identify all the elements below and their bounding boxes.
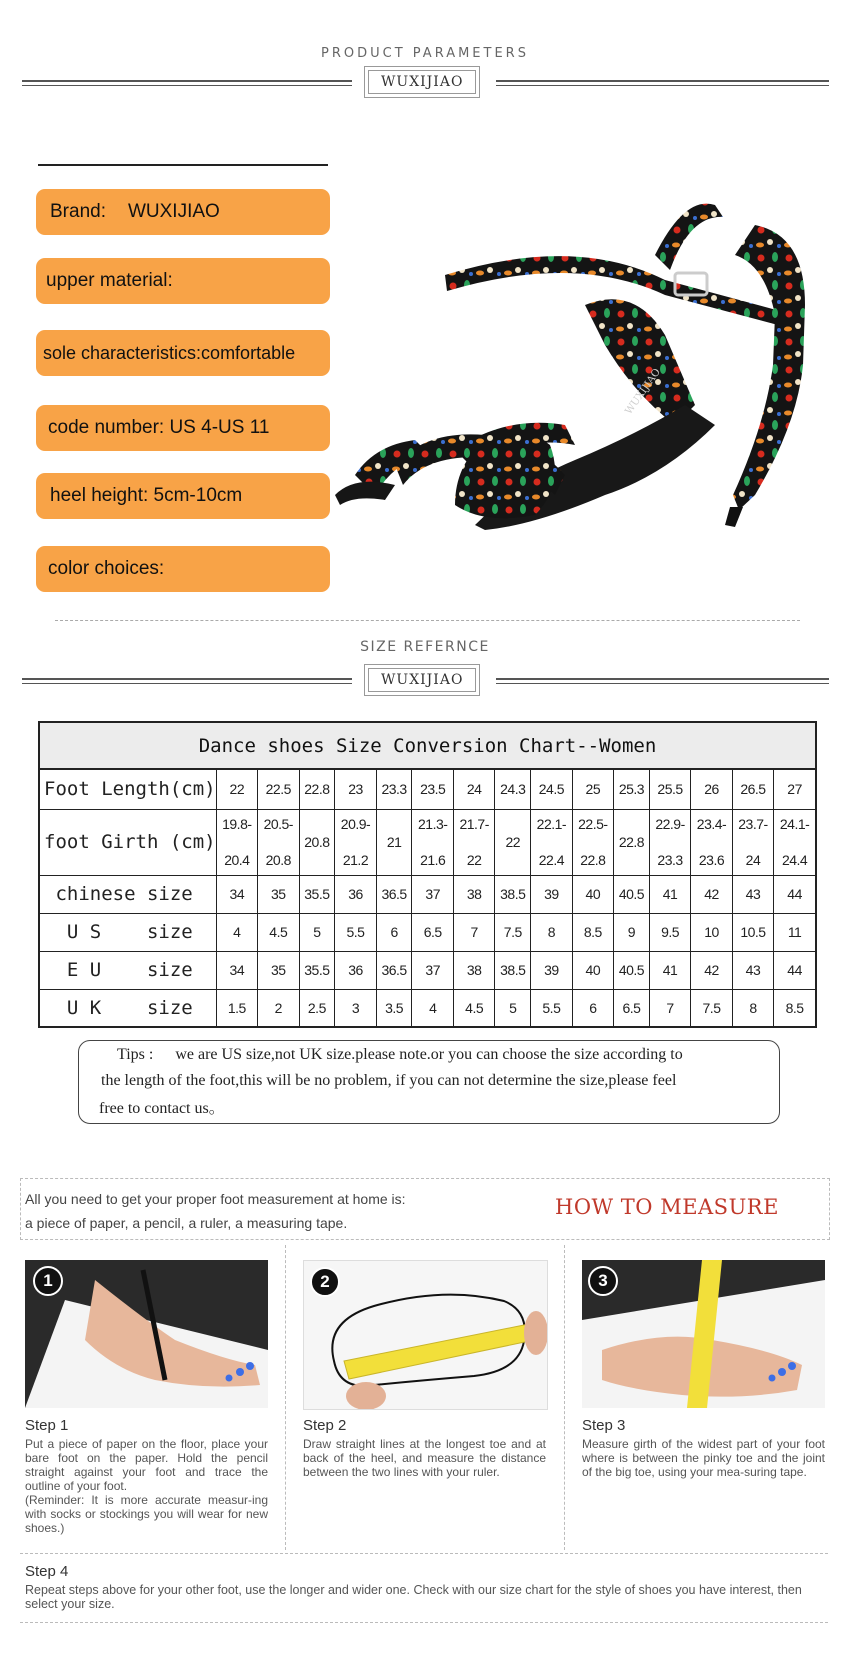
row-header: chinese size — [39, 875, 216, 913]
size-cell: 37 — [412, 951, 453, 989]
size-cell-part: 24.1- — [779, 816, 810, 832]
size-cell: 36 — [335, 951, 376, 989]
size-cell-part: 20.8 — [304, 834, 330, 850]
size-cell-part: 21.7- — [459, 816, 489, 832]
size-cell: 2.5 — [299, 989, 335, 1027]
shoe-image — [335, 195, 850, 600]
size-cell: 10.5 — [732, 913, 773, 951]
divider-right — [496, 678, 829, 684]
size-cell: 4.5 — [453, 989, 494, 1027]
step3-photo — [582, 1260, 825, 1408]
size-cell: 4 — [216, 913, 257, 951]
size-cell — [495, 809, 531, 875]
size-cell: 4.5 — [258, 913, 299, 951]
tips-line-1 — [117, 1046, 683, 1064]
size-cell-part: 23.3 — [657, 852, 683, 868]
size-cell: 43 — [732, 875, 773, 913]
size-cell: 35.5 — [299, 951, 335, 989]
size-cell: 8.5 — [774, 989, 816, 1027]
param-label: sole characteristics:comfortable — [43, 342, 296, 363]
size-cell: 9 — [614, 913, 650, 951]
size-cell: 23 — [335, 769, 376, 809]
size-cell — [335, 809, 376, 875]
size-cell-part: 23.4- — [696, 816, 727, 832]
size-cell: 24.5 — [531, 769, 572, 809]
size-chart-title: Dance shoes Size Conversion Chart--Women — [38, 721, 817, 768]
size-cell: 22.5 — [258, 769, 299, 809]
size-cell-part: 22 — [466, 852, 482, 868]
size-cell: 35 — [258, 951, 299, 989]
size-cell: 2 — [258, 989, 299, 1027]
size-cell: 39 — [531, 875, 572, 913]
step4-title: Step 4 — [25, 1563, 69, 1580]
size-cell: 24.3 — [495, 769, 531, 809]
size-cell: 26.5 — [732, 769, 773, 809]
size-cell: 42 — [691, 875, 732, 913]
step2-text: Draw straight lines at the longest toe and at back of the heel, and measure the distance between the two lines with your ruler. — [303, 1437, 546, 1479]
size-cell: 35 — [258, 875, 299, 913]
size-cell: 40 — [572, 875, 613, 913]
tips-line-2: the length of the foot,this will be no problem, if you can not determine the size,please feel — [101, 1072, 677, 1089]
size-cell-part: 21.3- — [418, 816, 448, 832]
size-cell: 24 — [453, 769, 494, 809]
param-color-choices — [36, 546, 330, 592]
size-row — [39, 875, 816, 913]
size-cell: 38.5 — [495, 875, 531, 913]
size-row — [39, 809, 816, 875]
size-cell-part: 22.8 — [580, 852, 606, 868]
size-cell-part: 20.5- — [263, 816, 293, 832]
size-cell-part: 22.1- — [536, 816, 567, 832]
step3-title: Step 3 — [582, 1417, 626, 1434]
size-cell: 9.5 — [649, 913, 690, 951]
param-brand — [36, 189, 330, 235]
measure-intro-1: All you need to get your proper foot measurement at home is: — [25, 1191, 406, 1207]
size-cell — [258, 809, 299, 875]
size-cell: 25 — [572, 769, 613, 809]
size-cell-part: 23.7- — [738, 816, 768, 832]
param-sole — [36, 330, 330, 376]
brand-badge: WUXIJIAO — [364, 66, 480, 98]
size-cell: 44 — [774, 951, 816, 989]
tips-text: we are US size,not UK size.please note.or you can choose the size according to — [175, 1046, 683, 1063]
size-cell: 5 — [299, 913, 335, 951]
size-cell: 6 — [376, 913, 412, 951]
size-cell — [453, 809, 494, 875]
size-cell: 1.5 — [216, 989, 257, 1027]
size-row — [39, 913, 816, 951]
step2-title: Step 2 — [303, 1417, 347, 1434]
size-cell: 10 — [691, 913, 732, 951]
size-cell: 27 — [774, 769, 816, 809]
size-cell-part: 24.4 — [781, 852, 808, 868]
size-cell: 6 — [572, 989, 613, 1027]
size-cell: 38 — [453, 875, 494, 913]
step2-photo — [303, 1260, 548, 1410]
size-row — [39, 951, 816, 989]
size-cell-part: 21.6 — [420, 852, 446, 868]
size-cell — [732, 809, 773, 875]
param-label: color choices: — [48, 558, 165, 579]
size-cell-part: 21.2 — [342, 852, 369, 868]
size-table — [38, 768, 817, 1028]
size-cell: 34 — [216, 951, 257, 989]
row-header: U S size — [39, 913, 216, 951]
section-title-size: SIZE REFERNCE — [360, 639, 490, 655]
size-cell: 7.5 — [495, 913, 531, 951]
tips-label: Tips : — [117, 1046, 154, 1063]
size-cell-part: 22.8 — [618, 834, 645, 850]
size-cell: 36 — [335, 875, 376, 913]
size-cell-part: 20.4 — [224, 852, 250, 868]
size-cell-part: 24 — [745, 852, 761, 868]
row-header: foot Girth (cm) — [39, 809, 216, 875]
size-cell: 39 — [531, 951, 572, 989]
size-cell-part: 22.5- — [578, 816, 608, 832]
size-cell — [774, 809, 816, 875]
size-cell-part: 23.6 — [698, 852, 725, 868]
size-cell: 34 — [216, 875, 257, 913]
size-row — [39, 769, 816, 809]
size-cell — [649, 809, 690, 875]
size-cell: 7.5 — [691, 989, 732, 1027]
size-cell: 41 — [649, 875, 690, 913]
step1-text — [25, 1437, 268, 1535]
size-cell: 8.5 — [572, 913, 613, 951]
size-cell: 40.5 — [614, 951, 650, 989]
param-upper-material — [36, 258, 330, 304]
size-cell: 7 — [453, 913, 494, 951]
size-cell — [531, 809, 572, 875]
param-label: Brand: — [50, 201, 106, 222]
size-cell-part: 20.9- — [340, 816, 371, 832]
param-label: code number: US 4-US 11 — [48, 417, 270, 438]
measure-intro-2: a piece of paper, a pencil, a ruler, a measuring tape. — [25, 1215, 348, 1231]
step-number-badge: 3 — [588, 1266, 618, 1296]
size-cell: 25.5 — [649, 769, 690, 809]
brand-badge: WUXIJIAO — [364, 664, 480, 696]
divider-left — [22, 80, 352, 86]
step3-text: Measure girth of the widest part of your foot where is between the pinky toe and the joint of the big toe, using your mea-suring tape. — [582, 1437, 825, 1479]
size-cell: 5.5 — [335, 913, 376, 951]
sole-print: WUXIJIAO — [623, 366, 663, 417]
size-cell — [614, 809, 650, 875]
size-cell: 38.5 — [495, 951, 531, 989]
size-cell: 44 — [774, 875, 816, 913]
divider-right — [496, 80, 829, 86]
size-cell: 23.3 — [376, 769, 412, 809]
dashed-divider — [20, 1622, 828, 1623]
size-cell: 38 — [453, 951, 494, 989]
param-heel-height — [36, 473, 330, 519]
size-cell: 6.5 — [614, 989, 650, 1027]
size-cell: 25.3 — [614, 769, 650, 809]
size-cell — [299, 809, 335, 875]
size-cell: 40.5 — [614, 875, 650, 913]
size-cell — [691, 809, 732, 875]
size-cell: 22.8 — [299, 769, 335, 809]
step1-photo — [25, 1260, 268, 1408]
param-label: upper material: — [46, 270, 173, 291]
step1-description: Put a piece of paper on the floor, place your bare foot on the paper. Hold the pencil straight against your foot and trace the outline of your foot. — [25, 1437, 268, 1493]
size-cell: 37 — [412, 875, 453, 913]
size-cell: 7 — [649, 989, 690, 1027]
param-label: heel height: 5cm-10cm — [50, 485, 243, 506]
column-divider — [285, 1245, 286, 1550]
param-value: WUXIJIAO — [127, 201, 220, 222]
step1-title: Step 1 — [25, 1417, 69, 1434]
size-cell-part: 21 — [386, 834, 402, 850]
step1-note: (Reminder: It is more accurate measur-ing with socks or stockings you will wear for new shoes.) — [25, 1493, 268, 1535]
section-title-parameters: PRODUCT PARAMETERS — [321, 46, 529, 61]
size-cell: 3 — [335, 989, 376, 1027]
size-row — [39, 989, 816, 1027]
measure-header — [20, 1178, 830, 1240]
size-cell: 36.5 — [376, 875, 412, 913]
size-cell: 8 — [531, 913, 572, 951]
size-cell — [412, 809, 453, 875]
tips-box — [78, 1040, 780, 1124]
dashed-divider — [20, 1553, 828, 1554]
size-cell: 11 — [774, 913, 816, 951]
size-cell — [572, 809, 613, 875]
size-cell: 42 — [691, 951, 732, 989]
size-cell: 3.5 — [376, 989, 412, 1027]
size-cell: 5.5 — [531, 989, 572, 1027]
size-cell-part: 22.9- — [655, 816, 685, 832]
column-divider — [564, 1245, 565, 1550]
size-cell: 23.5 — [412, 769, 453, 809]
size-cell — [216, 809, 257, 875]
size-cell: 43 — [732, 951, 773, 989]
size-chart — [38, 721, 817, 1028]
size-cell: 6.5 — [412, 913, 453, 951]
size-cell: 40 — [572, 951, 613, 989]
size-cell: 35.5 — [299, 875, 335, 913]
size-cell — [376, 809, 412, 875]
size-cell: 41 — [649, 951, 690, 989]
row-header: Foot Length(cm) — [39, 769, 216, 809]
size-cell-part: 22.4 — [538, 852, 564, 868]
size-cell: 22 — [216, 769, 257, 809]
step-number-badge: 1 — [33, 1266, 63, 1296]
divider-left — [22, 678, 352, 684]
step-number-badge: 2 — [310, 1267, 340, 1297]
row-header: E U size — [39, 951, 216, 989]
size-cell-part: 22 — [505, 834, 521, 850]
param-code-number — [36, 405, 330, 451]
size-cell: 4 — [412, 989, 453, 1027]
size-cell: 26 — [691, 769, 732, 809]
dashed-divider — [55, 620, 800, 621]
tips-line-3: free to contact us。 — [99, 1100, 225, 1117]
size-cell-part: 19.8- — [222, 816, 252, 832]
measure-heading: HOW TO MEASURE — [555, 1195, 779, 1219]
size-cell: 8 — [732, 989, 773, 1027]
pill-top-rule — [38, 164, 328, 166]
step4-text: Repeat steps above for your other foot, use the longer and wider one. Check with our size chart for the style of shoes you have interest, then select your size. — [25, 1583, 802, 1611]
size-cell: 5 — [495, 989, 531, 1027]
size-cell-part: 20.8 — [265, 852, 291, 868]
row-header: U K size — [39, 989, 216, 1027]
size-cell: 36.5 — [376, 951, 412, 989]
